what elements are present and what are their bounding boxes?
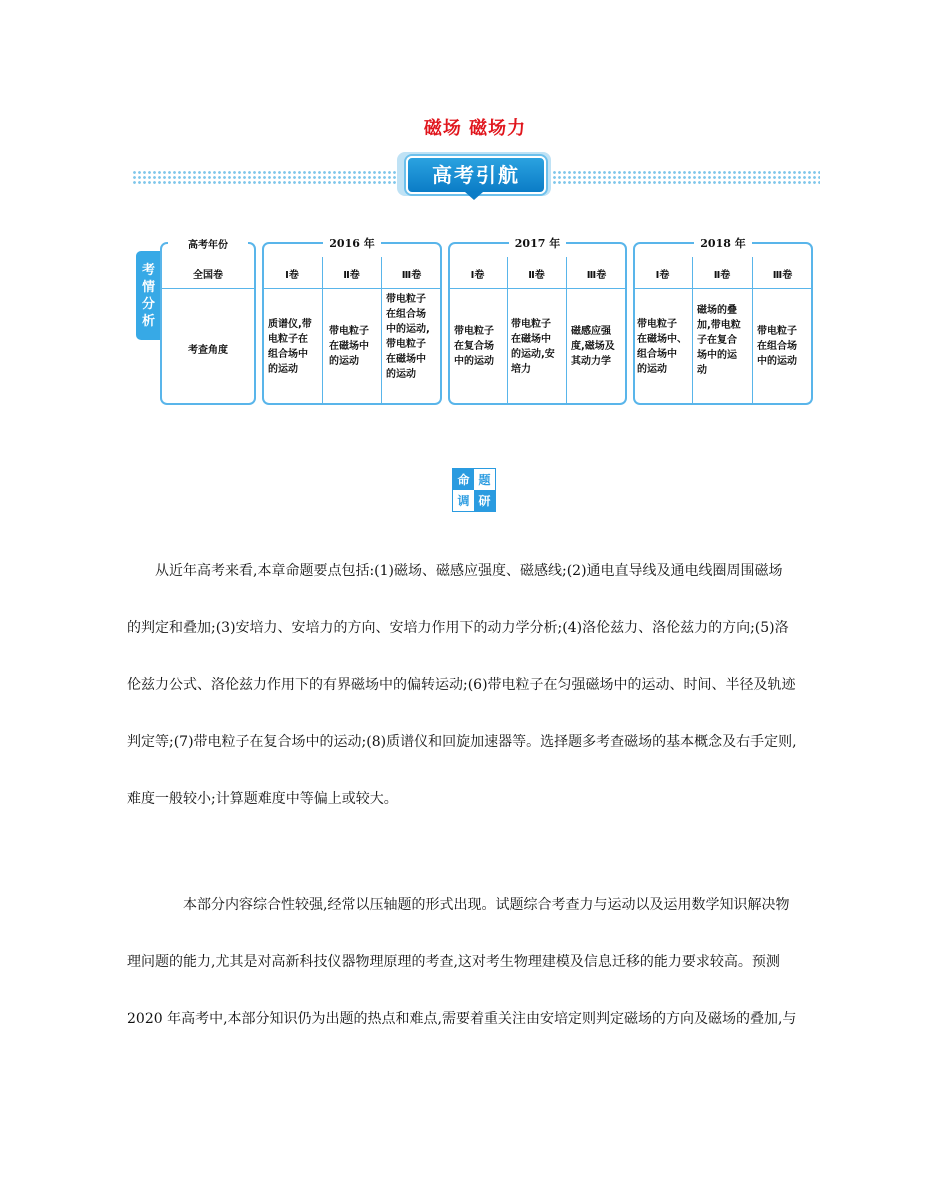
- cell-line: 的运动: [329, 356, 359, 367]
- cell-line: 在组合场: [386, 309, 426, 320]
- year-header: [262, 235, 442, 251]
- cell-line: 带电粒子: [329, 326, 369, 337]
- table-cell: [571, 324, 625, 369]
- vol-label: Ⅱ卷: [343, 270, 360, 281]
- cell-line: 的运动: [268, 364, 298, 375]
- cell-line: 带电粒子: [386, 339, 426, 350]
- cell-line: 动: [697, 365, 707, 376]
- table-cell: [268, 317, 320, 377]
- cell-line: 培力: [511, 364, 531, 375]
- vol-label: Ⅲ卷: [586, 270, 607, 281]
- vol-label: Ⅲ卷: [772, 270, 793, 281]
- text-line: 理问题的能力,尤其是对高新科技仪器物理原理的考查,这对考生物理建模及信息迁移的能力要求较高。预测: [127, 954, 780, 970]
- side-tab-char: 分: [141, 296, 155, 312]
- row-divider: [262, 288, 442, 289]
- cell-line: 中的运动: [757, 356, 797, 367]
- icon-char: 命: [453, 469, 474, 490]
- icon-char: 研: [474, 490, 495, 511]
- cell-line: 的运动,安: [511, 349, 555, 360]
- cell-line: 度,磁场及: [571, 341, 615, 352]
- cell-line: 在磁场中: [329, 341, 369, 352]
- year-2016: 2016 年: [323, 237, 380, 250]
- vol-label: Ⅱ卷: [713, 270, 731, 281]
- icon-char: 调: [453, 490, 474, 511]
- year-2017: 2017 年: [509, 237, 566, 250]
- header-national: 全国卷: [193, 270, 223, 281]
- cell-line: 在磁场中: [511, 334, 551, 345]
- vol-label: Ⅰ卷: [285, 270, 299, 281]
- cell-line: 的运动: [386, 369, 416, 380]
- cell-line: 场中的运: [697, 350, 737, 361]
- cell-line: 组合场中: [637, 349, 677, 360]
- banner-dots-right: [552, 170, 820, 184]
- vol-label: Ⅰ卷: [655, 270, 670, 281]
- cell-line: 带电粒子: [757, 326, 797, 337]
- table-cell: [637, 317, 691, 377]
- table-cell: [454, 324, 506, 369]
- banner-title: 高考引航: [406, 156, 546, 194]
- cell-line: 带电粒子: [454, 326, 494, 337]
- cell-line: 质谱仪,带: [268, 319, 312, 330]
- cell-line: 其动力学: [571, 356, 611, 367]
- paragraph-prediction: [127, 894, 825, 1034]
- cell-line: 带电粒子: [637, 319, 677, 330]
- cell-line: 的运动: [637, 364, 667, 375]
- cell-line: 在复合场: [454, 341, 494, 352]
- text-line: 本部分内容综合性较强,经常以压轴题的形式出现。试题综合考查力与运动以及运用数学知识解决物: [183, 897, 790, 913]
- year-header: [633, 235, 813, 251]
- text-line: 难度一般较小;计算题难度中等偏上或较大。: [127, 791, 398, 807]
- side-tab: [136, 251, 161, 340]
- table-cell: [386, 292, 440, 382]
- banner-dots-left: [132, 170, 400, 184]
- cell-line: 电粒子在: [268, 334, 308, 345]
- vol-label: Ⅲ卷: [401, 270, 422, 281]
- cell-line: 中的运动: [454, 356, 494, 367]
- year-header: [448, 235, 627, 251]
- banner-pointer: [465, 192, 483, 200]
- text-line: 判定等;(7)带电粒子在复合场中的运动;(8)质谱仪和回旋加速器等。选择题多考查磁场的基本概念及右手定则,: [127, 734, 797, 750]
- proposition-research-icon: [452, 468, 496, 512]
- cell-line: 子在复合: [697, 335, 737, 346]
- vol-label: Ⅱ卷: [528, 270, 545, 281]
- row-divider: [160, 288, 256, 289]
- text-line: 2020 年高考中,本部分知识仍为出题的热点和难点,需要着重关注由安培定则判定磁场的方向及磁场的叠加,与: [127, 1011, 797, 1027]
- cell-line: 磁场的叠: [697, 305, 737, 316]
- text-line: 的判定和叠加;(3)安培力、安培力的方向、安培力作用下的动力学分析;(4)洛伦兹力、洛伦兹力的方向;(5)洛: [127, 620, 789, 636]
- text-line: 伦兹力公式、洛伦兹力作用下的有界磁场中的偏转运动;(6)带电粒子在匀强磁场中的运动、时间、半径及轨迹: [127, 677, 796, 693]
- row-divider: [633, 288, 813, 289]
- side-tab-char: 析: [141, 313, 155, 329]
- cell-line: 带电粒子: [511, 319, 551, 330]
- side-tab-char: 情: [141, 279, 155, 295]
- year-2018: 2018 年: [694, 237, 751, 250]
- table-cell: [511, 317, 565, 377]
- text-line: 从近年高考来看,本章命题要点包括:(1)磁场、磁感应强度、磁感线;(2)通电直导线及通电线圈周围磁场: [155, 563, 783, 579]
- vol-label: Ⅰ卷: [470, 270, 485, 281]
- header-year-label: 高考年份: [168, 236, 248, 251]
- cell-line: 磁感应强: [571, 326, 611, 337]
- table-cell: [757, 324, 811, 369]
- row-label-angle: 考查角度: [188, 345, 228, 356]
- table-cell: [697, 303, 751, 378]
- row-divider: [448, 288, 627, 289]
- icon-char: 题: [474, 469, 495, 490]
- table-cell: [329, 324, 379, 369]
- cell-line: 在磁场中、: [637, 334, 687, 345]
- cell-line: 加,带电粒: [697, 320, 741, 331]
- page-title: 磁场 磁场力: [423, 118, 527, 139]
- cell-line: 中的运动,: [386, 324, 430, 335]
- paragraph-analysis: [127, 560, 825, 807]
- cell-line: 组合场中: [268, 349, 308, 360]
- cell-line: 在磁场中: [386, 354, 426, 365]
- cell-line: 在组合场: [757, 341, 797, 352]
- side-tab-char: 考: [141, 262, 155, 278]
- cell-line: 带电粒子: [386, 294, 426, 305]
